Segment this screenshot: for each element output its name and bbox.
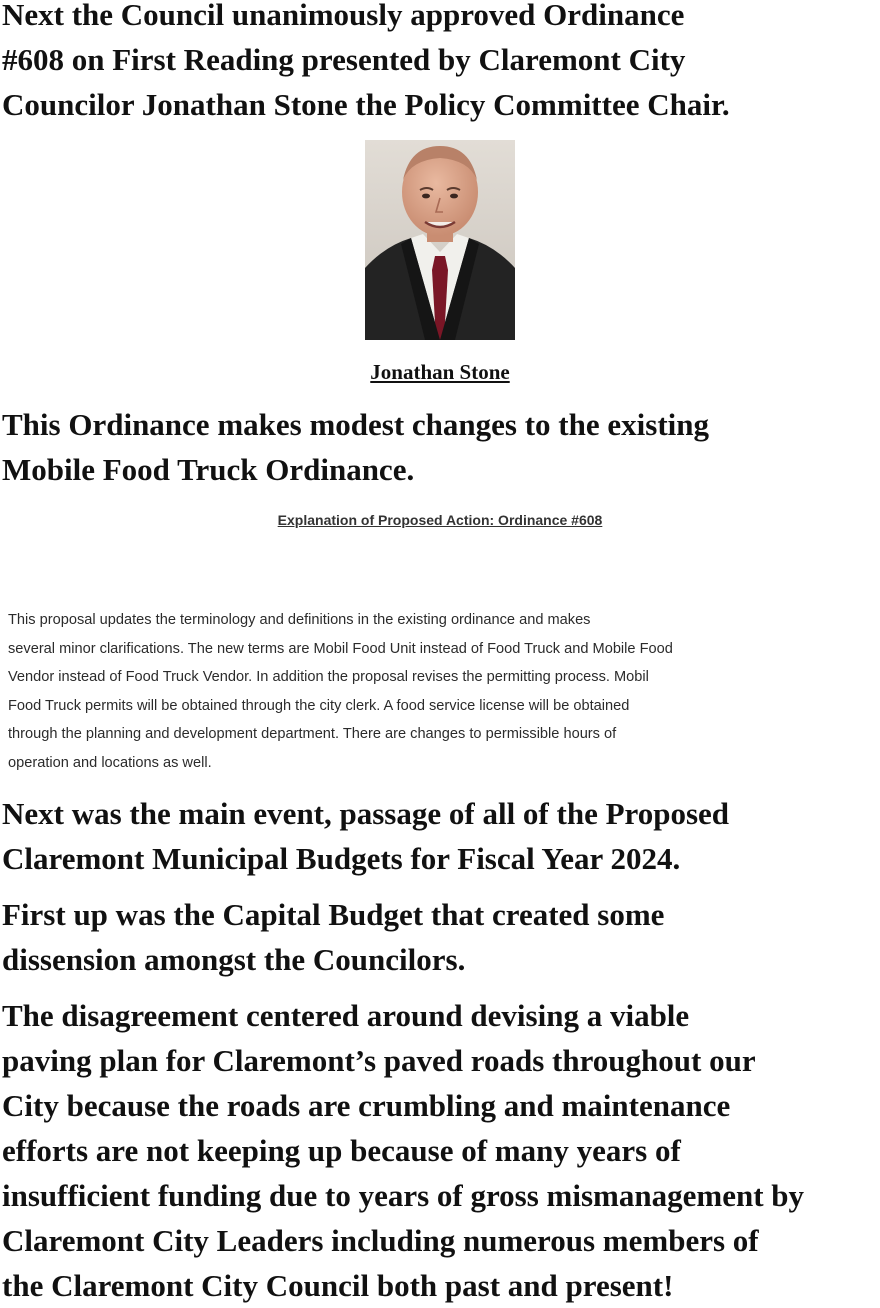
excerpt-body: This proposal updates the terminology and definitions in the existing ordinance and makes several minor clarifications. The new terms are Mobil Food Unit instead of Food Truck and Mobile Food Vendor instead of Food Truck Vendor. In addition the proposal revises the permitting process. Mobil Food Truck permits will be obtained through the city clerk. A food service license will be obtained through the planning and development department. There are changes to permissible hours of operation and locations as well. — [8, 612, 673, 771]
councilor-photo — [365, 140, 515, 340]
intro-paragraph: Next the Council unanimously approved Ordinance #608 on First Reading presented by Claremont City Councilor Jonathan Stone the Policy Committee Chair. — [2, 0, 730, 122]
capital-budget-paragraph: First up was the Capital Budget that created some dissension amongst the Councilors. — [2, 897, 665, 977]
photo-caption: Jonathan Stone — [370, 360, 510, 384]
disagreement-paragraph: The disagreement centered around devising a viable paving plan for Claremont’s paved roads throughout our City because the roads are crumbling and maintenance efforts are not keeping up because of many years of insufficient funding due to years of gross mismanagement by Claremont City Leaders including numerous members of the Claremont City Council both past and present! — [2, 998, 805, 1303]
budget-paragraph: Next was the main event, passage of all of the Proposed Claremont Municipal Budgets for Fiscal Year 2024. — [2, 796, 730, 876]
ordinance-summary-paragraph: This Ordinance makes modest changes to the existing Mobile Food Truck Ordinance. — [2, 407, 709, 487]
ordinance-excerpt — [0, 500, 880, 785]
excerpt-title: Explanation of Proposed Action: Ordinance #608 — [277, 512, 603, 528]
